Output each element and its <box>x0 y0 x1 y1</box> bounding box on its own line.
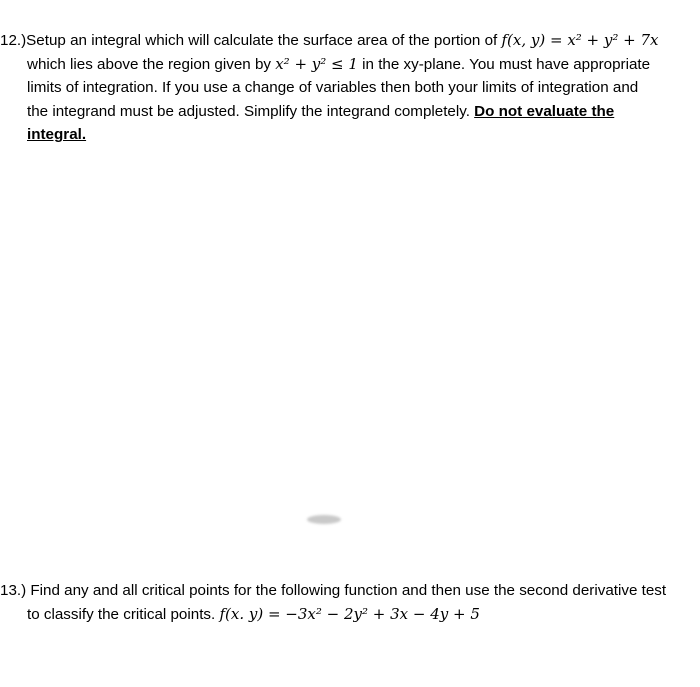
problem-13-intro-text: 13.) Find any and all critical points for the following function and then use the second derivative test <box>0 582 667 599</box>
problem-12-intro-text: 12.)Setup an integral which will calculate the surface area of the portion of <box>0 32 502 49</box>
problem-12-integrand-text: the integrand must be adjusted. Simplify the integrand completely. <box>27 102 475 120</box>
problem-12-region-text-cont: in the xy-plane. You must have appropriate <box>357 55 651 73</box>
problem-12 <box>0 29 690 147</box>
problem-13 <box>0 579 690 626</box>
problem-13-line-1 <box>0 579 690 603</box>
problem-12-function-formula: f(x, y) = x² + y² + 7x <box>501 31 659 49</box>
problem-12-warning-emphasis: Do not evaluate the <box>474 102 615 120</box>
problem-13-line-2 <box>0 603 690 627</box>
problem-12-line-5 <box>0 123 690 147</box>
problem-12-limits-text: limits of integration. If you use a change of variables then both your limits of integration and <box>27 79 639 97</box>
problem-13-classify-text: to classify the critical points. <box>27 605 220 623</box>
problem-12-line-4 <box>0 100 690 124</box>
problem-12-line-3 <box>0 76 690 100</box>
problem-12-line-1 <box>0 29 690 53</box>
problem-12-region-formula: x² + y² ≤ 1 <box>275 54 358 73</box>
problem-12-line-2 <box>0 53 690 77</box>
problem-12-warning-emphasis-cont: integral. <box>27 126 87 144</box>
problem-12-region-text: which lies above the region given by <box>27 55 276 73</box>
problem-13-function-formula: f(x. y) = −3x² − 2y² + 3x − 4y + 5 <box>219 604 480 623</box>
scan-smudge-mark <box>307 515 341 524</box>
